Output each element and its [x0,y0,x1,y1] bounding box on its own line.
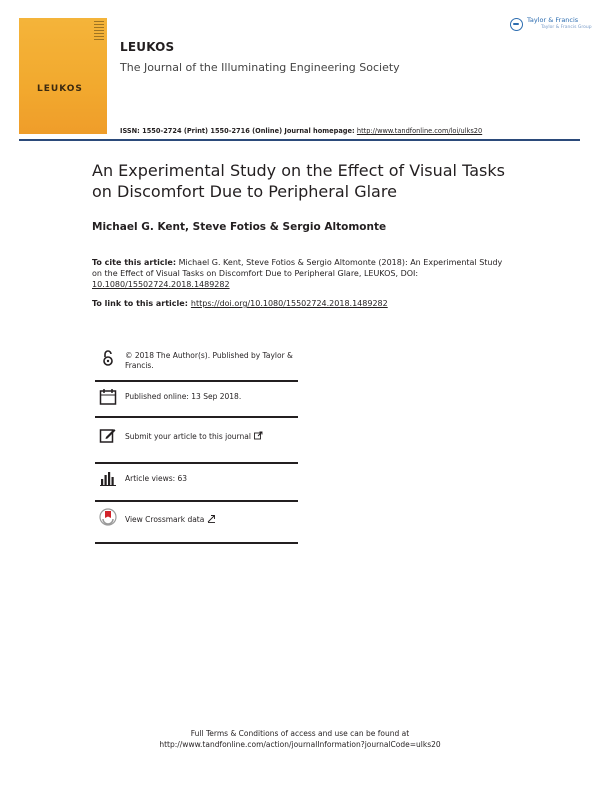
citation-label: To cite this article: [92,258,177,267]
open-access-icon [99,349,117,367]
calendar-icon [99,388,117,406]
footer [0,728,600,750]
info-divider [95,542,298,544]
cover-decoration [94,21,104,42]
issn-text: ISSN: 1550-2724 (Print) 1550-2716 (Online) Journal homepage: [120,127,357,135]
footer-terms-text: Full Terms & Conditions of access and use can be found at [190,729,410,738]
link-label: To link to this article: [92,299,188,308]
external-link-icon [207,514,216,523]
bar-chart-icon [99,469,117,487]
submit-article-link[interactable]: Submit your article to this journal [125,432,251,441]
header-divider [19,139,580,141]
journal-name: LEUKOS [120,40,175,54]
citation-doi-link[interactable]: 10.1080/15502724.2018.1489282 [92,280,230,289]
issn-line [120,127,482,135]
info-divider [95,462,298,464]
journal-homepage-link[interactable]: http://www.tandfonline.com/loi/ulks20 [356,127,483,135]
publisher-logo-icon [510,18,523,31]
info-divider [95,500,298,502]
article-doi-link[interactable]: https://doi.org/10.1080/15502724.2018.1489282 [190,299,388,308]
article-title: An Experimental Study on the Effect of Visual Tasks on Discomfort Due to Peripheral Glare [92,161,505,201]
publisher-logo[interactable] [510,17,592,31]
publisher-group: Taylor & Francis Group [541,25,592,30]
external-link-icon [254,431,263,440]
info-divider [95,380,298,382]
cover-title: LEUKOS [37,84,83,94]
journal-subtitle: The Journal of the Illuminating Engineering Society [120,61,400,74]
citation-block [92,257,512,290]
license-text: © 2018 The Author(s). Published by Taylor & Francis. [125,351,293,370]
journal-cover-image [19,18,107,134]
article-link-line [92,299,388,308]
edit-icon [99,426,117,444]
article-views-text: Article views: 63 [125,474,188,483]
published-date-text: Published online: 13 Sep 2018. [125,392,242,401]
crossmark-icon [99,508,117,526]
footer-terms-link[interactable]: http://www.tandfonline.com/action/journalInformation?journalCode=ulks20 [159,740,441,749]
crossmark-link[interactable]: View Crossmark data [125,515,205,524]
citation-text: Michael G. Kent, Steve Fotios & Sergio Altomonte (2018): An Experimental Study on the Effect of Visual Tasks on Discomfort Due to Peripheral Glare, LEUKOS, DOI: [92,258,503,278]
publisher-name: Taylor & Francis [527,16,579,24]
info-divider [95,416,298,418]
article-authors: Michael G. Kent, Steve Fotios & Sergio Altomonte [92,221,387,233]
